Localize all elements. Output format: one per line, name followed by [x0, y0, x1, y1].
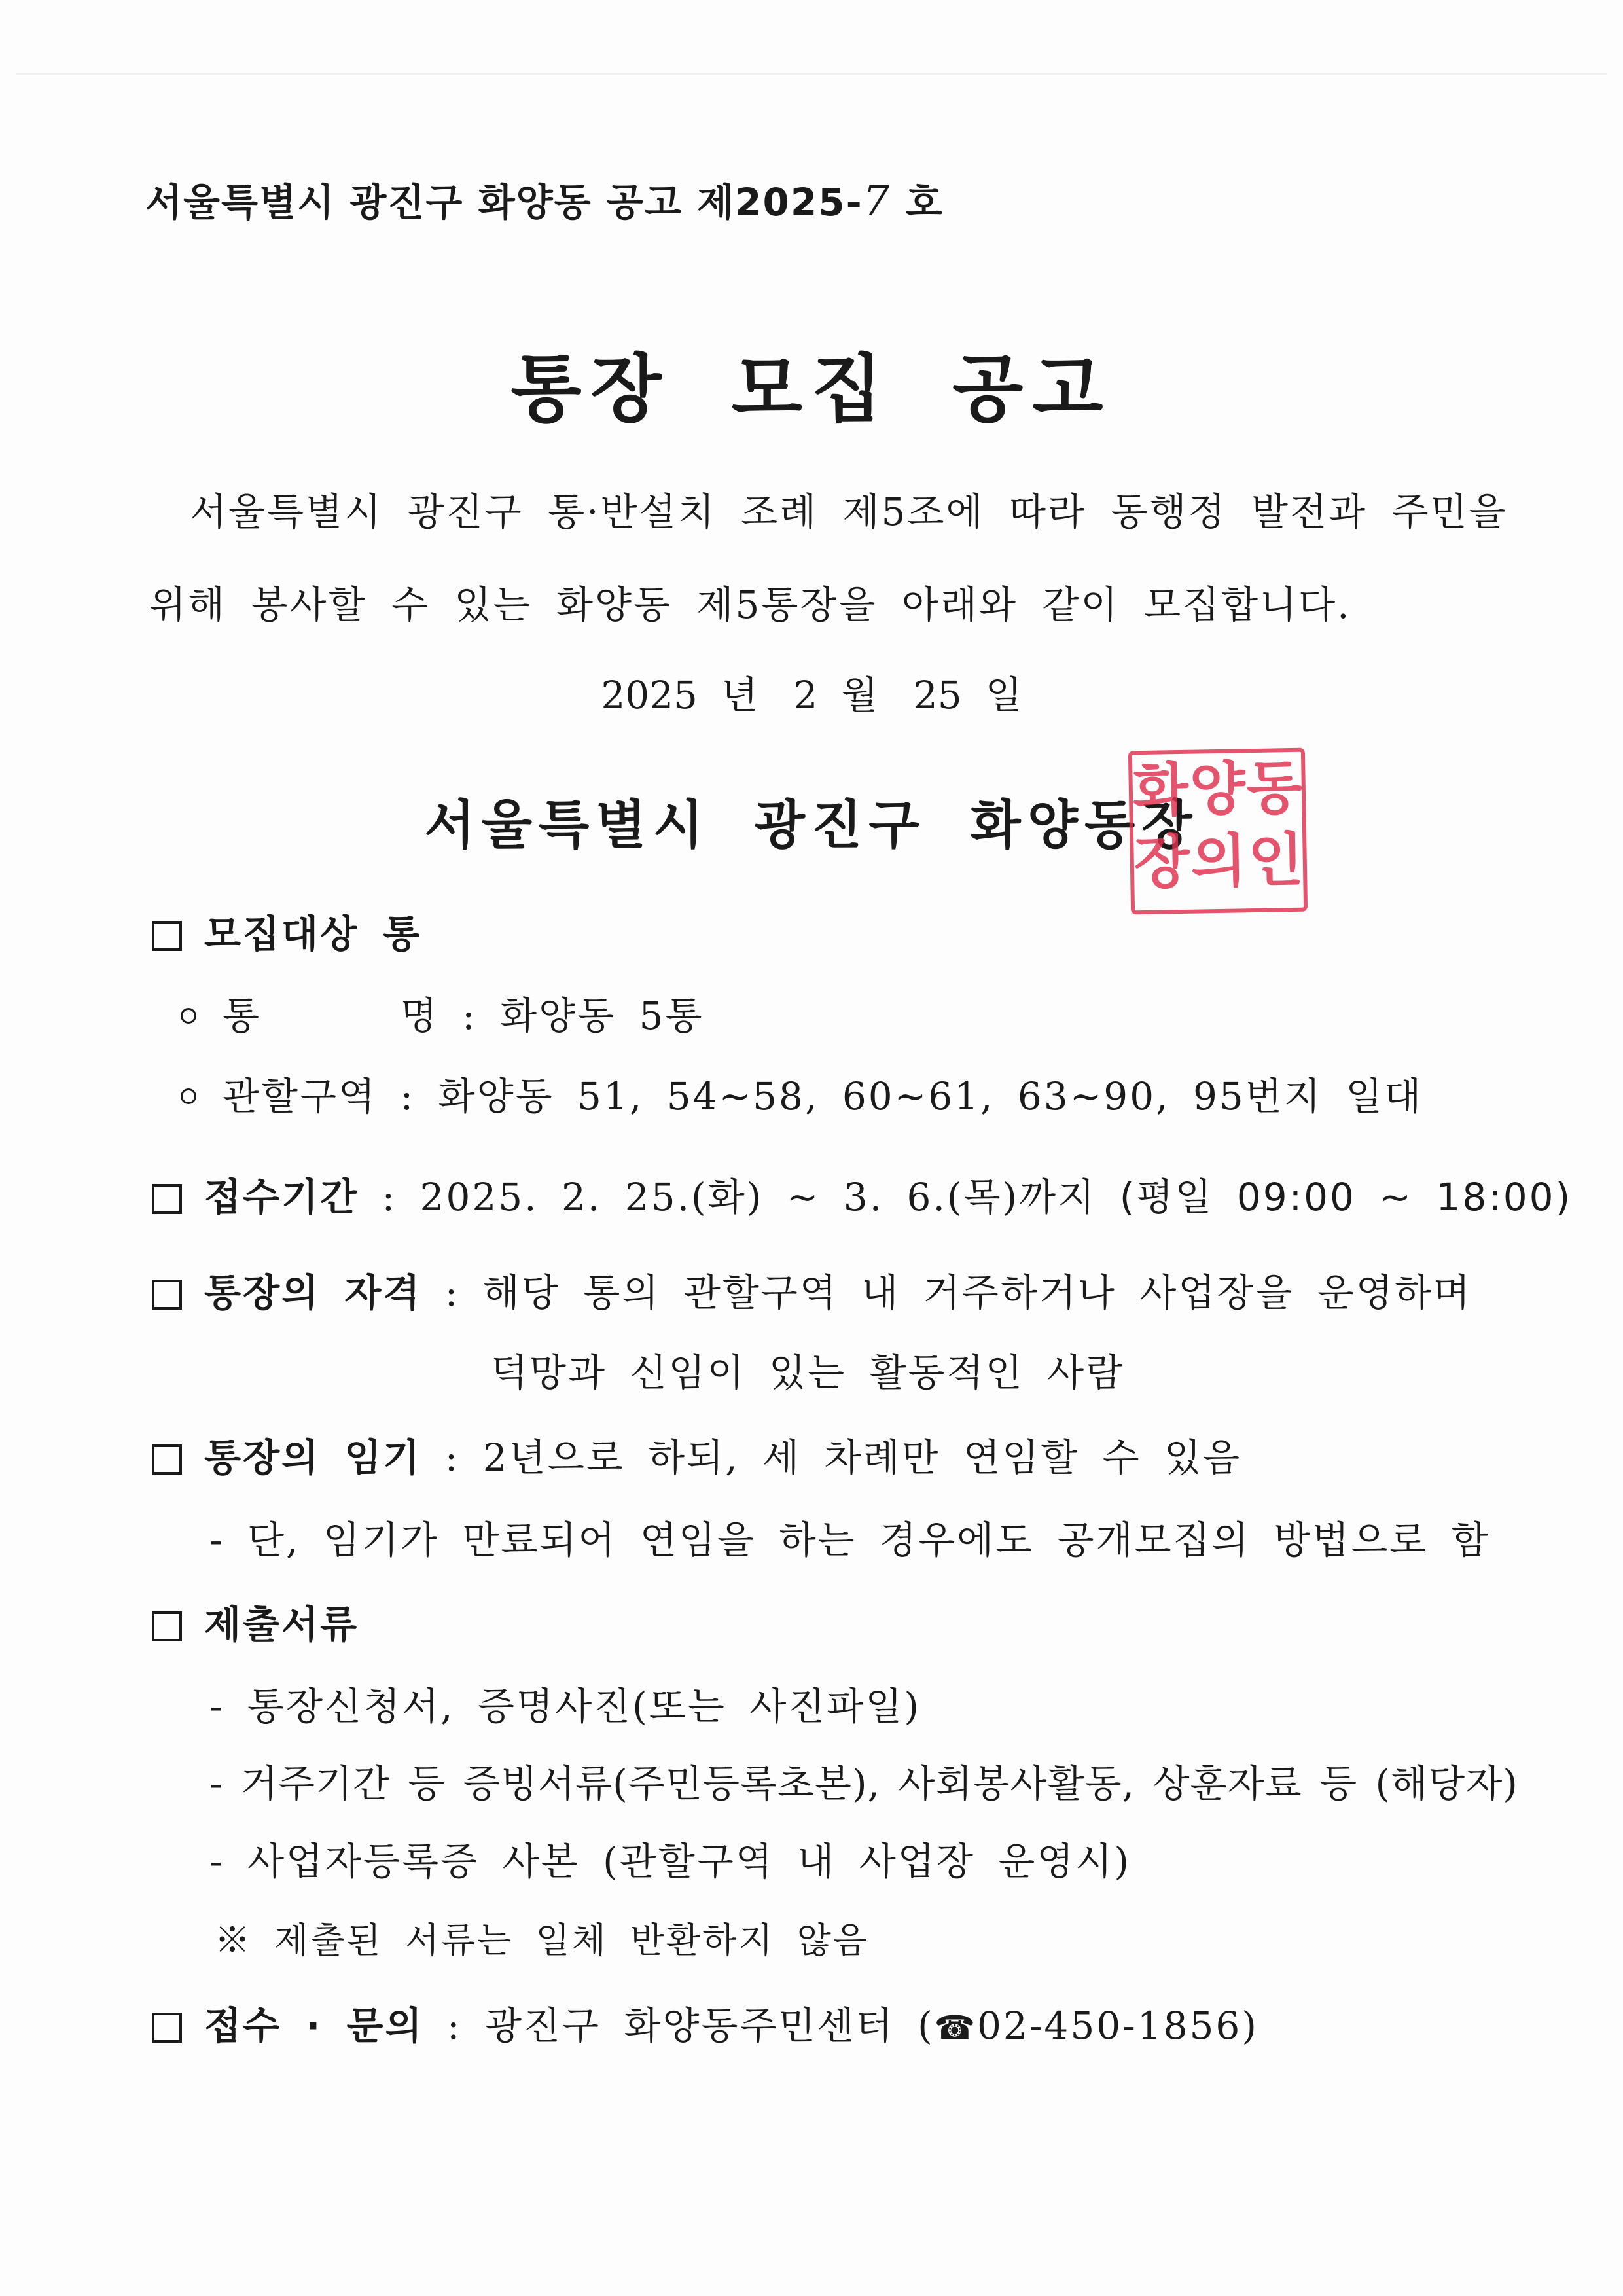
section-period [152, 1166, 1572, 1221]
seal-line-2: 장의인 [1133, 825, 1306, 897]
term-line-1: : 2년으로 하되, 세 차례만 연임할 수 있음 [444, 1435, 1242, 1480]
notice-suffix: 호 [891, 180, 944, 224]
bullet-circle-icon [181, 1008, 196, 1024]
contact-value: : 광진구 화양동주민센터 ( [446, 2003, 935, 2048]
section-contact-heading: 접수 · 문의 [204, 2003, 424, 2048]
section-target-heading: 모집대상 통 [204, 912, 422, 956]
section-term-heading: 통장의 임기 [204, 1435, 422, 1480]
notice-date [0, 664, 1623, 719]
scan-edge-line [16, 73, 1607, 75]
target-area-row [181, 1066, 1423, 1121]
document-item-3: - 사업자등록증 사본 (관할구역 내 사업장 운영시) [209, 1839, 1132, 1884]
signer-name: 서울특별시 광진구 화양동장 [424, 794, 1199, 855]
document-item-1: - 통장신청서, 증명사진(또는 사진파일) [209, 1684, 921, 1729]
checkbox-square-icon [152, 1280, 182, 1310]
period-value: : 2025. 2. 25.(화) ~ 3. 6.(목)까지 [382, 1175, 1097, 1219]
date-year: 2025 [601, 673, 698, 717]
official-seal-stamp [1128, 748, 1308, 915]
intro-line-2: 위해 봉사할 수 있는 화양동 제5통장을 아래와 같이 모집합니다. [149, 583, 1351, 627]
document-item-2: - 거주기간 등 증빙서류(주민등록초본), 사회봉사활동, 상훈자료 등 (해당자) [209, 1761, 1518, 1806]
contact-phone: 02-450-1856) [977, 2003, 1258, 2048]
notice-prefix: 서울특별시 광진구 화양동 공고 제2025- [145, 180, 863, 224]
target-area-value: : 화양동 51, 54~58, 60~61, 63~90, 95번지 일대 [400, 1074, 1423, 1119]
section-qualification [152, 1262, 1472, 1317]
checkbox-square-icon [152, 2013, 182, 2043]
documents-note: ※ 제출된 서류는 일체 반환하지 않음 [215, 1920, 870, 1961]
date-year-unit: 년 [721, 673, 758, 717]
section-documents-heading: 제출서류 [204, 1602, 359, 1647]
page-title: 통장 모집 공고 [510, 347, 1113, 432]
target-area-label: 관할구역 [223, 1074, 378, 1119]
qualification-line-1: : 해당 통의 관할구역 내 거주하거나 사업장을 운영하며 [444, 1270, 1472, 1315]
target-name-row [181, 985, 704, 1040]
checkbox-square-icon [152, 1184, 182, 1214]
date-month-unit: 월 [841, 673, 878, 717]
checkbox-square-icon [152, 1444, 182, 1475]
bullet-circle-icon [181, 1088, 196, 1104]
intro-line-1: 서울특별시 광진구 통·반설치 조례 제5조에 따라 동행정 발전과 주민을 [190, 490, 1508, 534]
section-target [152, 903, 421, 958]
date-month: 2 [793, 673, 818, 717]
date-day-unit: 일 [985, 673, 1022, 717]
qualification-line-2: 덕망과 신임이 있는 활동적인 사람 [491, 1350, 1125, 1395]
telephone-icon: ☎ [934, 2009, 978, 2047]
notice-number [145, 171, 944, 226]
section-period-heading: 접수기간 [204, 1175, 359, 1219]
section-contact [152, 1995, 1258, 2050]
section-term [152, 1427, 1241, 1482]
section-documents [152, 1594, 359, 1649]
period-hours: (평일 09:00 ~ 18:00) [1119, 1175, 1573, 1219]
date-day: 25 [913, 673, 962, 717]
target-name-value: : 화양동 5통 [462, 994, 704, 1038]
section-qualification-heading: 통장의 자격 [204, 1270, 422, 1315]
checkbox-square-icon [152, 921, 182, 951]
seal-line-1: 화양동 [1132, 753, 1304, 825]
checkbox-square-icon [152, 1611, 182, 1641]
handwritten-number: 7 [863, 177, 891, 226]
target-name-label: 통 명 [223, 994, 439, 1038]
term-line-2: - 단, 임기가 만료되어 연임을 하는 경우에도 공개모집의 방법으로 함 [209, 1518, 1490, 1562]
